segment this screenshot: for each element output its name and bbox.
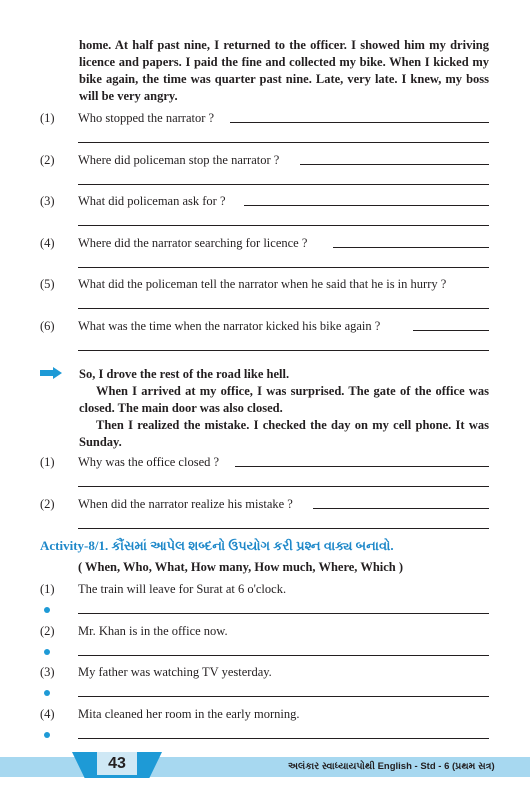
item-text: Mita cleaned her room in the early morning.	[78, 707, 300, 721]
page-number: 43	[97, 752, 137, 775]
activity-title: Activity-8/1. કૌંસમાં આપેલ શબ્દનો ઉપયોગ કરી પ્રશ્ન વાક્ય બનાવો.	[40, 538, 394, 553]
answer-line[interactable]	[78, 528, 489, 529]
answer-line[interactable]	[244, 205, 489, 206]
item-number: (1)	[40, 582, 55, 596]
item-text: My father was watching TV yesterday.	[78, 665, 272, 679]
question-number: (1)	[40, 111, 55, 125]
question-number: (2)	[40, 153, 55, 167]
bullet-icon	[44, 732, 50, 738]
answer-line[interactable]	[78, 225, 489, 226]
item-text: The train will leave for Surat at 6 o'clock.	[78, 582, 287, 596]
passage-mid-line1: So, I drove the rest of the road like hell.	[79, 367, 290, 381]
bullet-icon	[44, 690, 50, 696]
book-title: અલંકાર સ્વાધ્યાયપોથી English - Std - 6 (પ્રથમ સત્ર)	[288, 761, 495, 772]
question-number: (1)	[40, 455, 55, 469]
answer-line[interactable]	[78, 655, 489, 656]
passage-mid-line3: Then I realized the mistake. I checked the day on my cell phone. It was Sunday.	[79, 418, 489, 449]
activity-word-list: ( When, Who, What, How many, How much, Where, Which )	[78, 560, 404, 574]
question-number: (2)	[40, 497, 55, 511]
question-number: (3)	[40, 194, 55, 208]
question-text: Where did policeman stop the narrator ?	[78, 153, 280, 167]
answer-line[interactable]	[230, 122, 489, 123]
answer-line[interactable]	[78, 696, 489, 697]
question-number: (5)	[40, 277, 55, 291]
item-number: (4)	[40, 707, 55, 721]
bullet-icon	[44, 649, 50, 655]
question-number: (6)	[40, 319, 55, 333]
passage-mid-line2: When I arrived at my office, I was surprised. The gate of the office was closed. The main door was also closed.	[79, 384, 489, 415]
item-text: Mr. Khan is in the office now.	[78, 624, 228, 638]
question-text: Who stopped the narrator ?	[78, 111, 215, 125]
answer-line[interactable]	[78, 142, 489, 143]
question-text: Why was the office closed ?	[78, 455, 220, 469]
question-number: (4)	[40, 236, 55, 250]
passage-top: home. At half past nine, I returned to the officer. I showed him my driving licence and papers. I paid the fine and collected my bike. When I kicked my bike again, the time was quarter past nine. Late, very late. I knew, my boss will be very angry.	[79, 38, 489, 103]
question-text: When did the narrator realize his mistake ?	[78, 497, 293, 511]
answer-line[interactable]	[78, 267, 489, 268]
page-footer	[0, 752, 530, 795]
item-number: (2)	[40, 624, 55, 638]
answer-line[interactable]	[78, 350, 489, 351]
answer-line[interactable]	[313, 508, 489, 509]
answer-line[interactable]	[78, 308, 489, 309]
answer-line[interactable]	[78, 486, 489, 487]
question-text: What did the policeman tell the narrator when he said that he is in hurry ?	[78, 277, 447, 291]
bullet-icon	[44, 607, 50, 613]
item-number: (3)	[40, 665, 55, 679]
answer-line[interactable]	[413, 330, 489, 331]
question-text: What was the time when the narrator kicked his bike again ?	[78, 319, 381, 333]
answer-line[interactable]	[78, 184, 489, 185]
answer-line[interactable]	[235, 466, 489, 467]
question-text: What did policeman ask for ?	[78, 194, 226, 208]
answer-line[interactable]	[78, 613, 489, 614]
question-text: Where did the narrator searching for licence ?	[78, 236, 308, 250]
answer-line[interactable]	[300, 164, 489, 165]
answer-line[interactable]	[333, 247, 489, 248]
arrow-right-icon	[40, 367, 62, 379]
answer-line[interactable]	[78, 738, 489, 739]
